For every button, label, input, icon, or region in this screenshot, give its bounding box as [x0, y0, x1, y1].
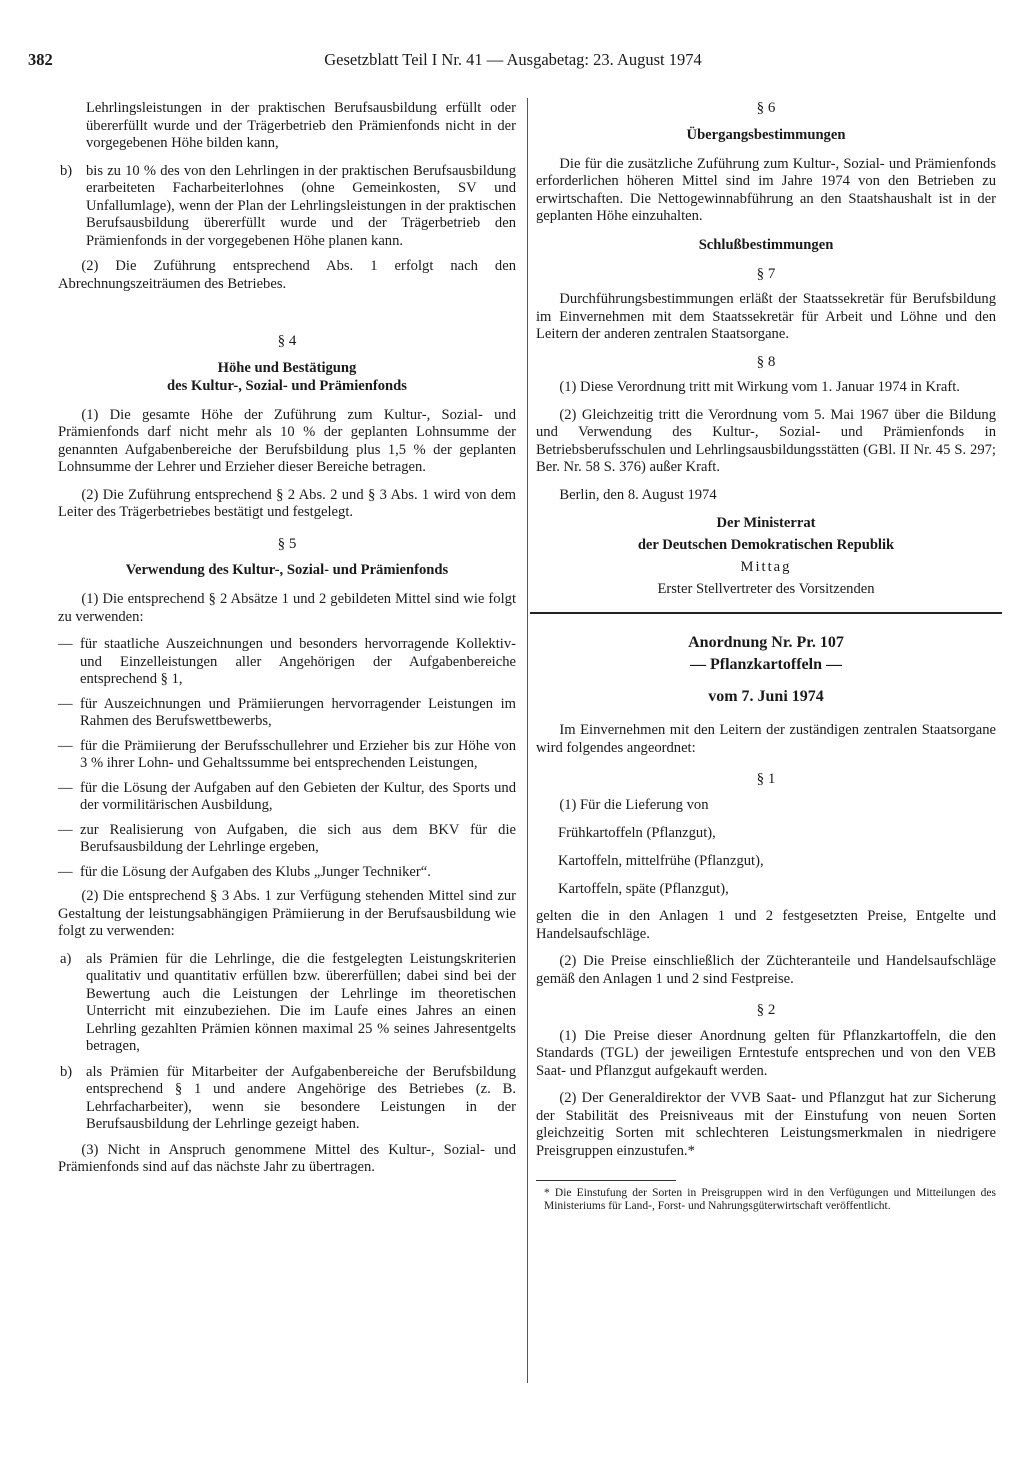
section-8-paragraph-1: (1) Diese Verordnung tritt mit Wirkung vom 1. Januar 1974 in Kraft.: [559, 379, 960, 395]
ordinance-intro: Im Einvernehmen mit den Leitern der zuständigen zentralen Staatsorgane wird folgendes angeordnet:: [536, 722, 996, 756]
list-item-a: [58, 951, 516, 1056]
ordinance-section-1-paragraph-1: (1) Für die Lieferung von: [559, 796, 709, 813]
dash-item-text: zur Realisierung von Aufgaben, die sich aus dem BKV für die Berufsausbildung der Lehrlinge ergeben,: [80, 821, 516, 855]
signature-body-line-2: der Deutschen Demokratischen Republik: [637, 537, 895, 553]
ordinance-title: Anordnung Nr. Pr. 107: [688, 634, 844, 651]
section-5-paragraph-1: (1) Die entsprechend § 2 Absätze 1 und 2 gebildeten Mittel sind wie folgt zu verwenden:: [58, 591, 516, 625]
dash-item-text: für die Lösung der Aufgaben des Klubs „Junger Techniker“.: [80, 863, 431, 880]
section-4-title-line-1: Höhe und Bestätigung: [217, 359, 357, 376]
page-header: [28, 50, 998, 72]
footnote-rule: [536, 1180, 676, 1181]
list-item-text: als Prämien für Mitarbeiter der Aufgabenbereiche der Berufsbildung entsprechend § 1 und andere Angehörige des Betriebes (z. B. Lehrfacharbeiter), wenn sie besondere Leistungen in der Berufsausbildung der Lehrlinge gezeigt haben.: [86, 1063, 516, 1132]
dash-item: [58, 696, 516, 731]
signature-role: Erster Stellvertreter des Vorsitzenden: [657, 581, 875, 597]
section-separator: [530, 612, 1002, 614]
section-4-paragraph-1: (1) Die gesamte Höhe der Zuführung zum Kultur-, Sozial- und Prämienfonds darf nicht mehr als 10 % der geplanten Lohnsumme der genannten Aufgabenbereiche der Berufsbildung plus 1,5 % der geplanten Lohnsumme der Lehrer und Erzieher dieser Bereiche betragen.: [58, 406, 516, 475]
ordinance-subtitle: — Pflanzkartoffeln —: [690, 656, 842, 673]
ordinance-date: vom 7. Juni 1974: [708, 688, 824, 705]
running-head: Gesetzblatt Teil I Nr. 41 — Ausgabetag: 23. August 1974: [324, 50, 702, 69]
dash-item-text: für die Lösung der Aufgaben auf den Gebieten der Kultur, des Sports und der vormilitärischen Ausbildung,: [80, 779, 516, 813]
section-5-paragraph-2: (2) Die entsprechend § 3 Abs. 1 zur Verfügung stehenden Mittel sind zur Gestaltung der leistungsabhängigen Prämiierung in der Berufsausbildung wie folgt zu verwenden:: [58, 888, 516, 939]
section-4-title: [58, 359, 516, 395]
footnote: * Die Einstufung der Sorten in Preisgruppen wird in den Verfügungen und Mitteilungen des Ministeriums für Land-, Forst- und Nahrungsgüterwirtschaft veröffentlicht.: [544, 1187, 996, 1212]
section-7-paragraph: Durchführungsbestimmungen erläßt der Staatssekretär für Berufsbildung im Einvernehmen mit dem Staatssekretär für Arbeit und Löhne und den Leitern der anderen zentralen Staatsorgane.: [536, 291, 996, 342]
left-column: [58, 100, 516, 1187]
item-a-continuation: Lehrlingsleistungen in der praktischen Berufsausbildung erfüllt oder übererfüllt wurde und der Trägerbetrieb den Prämienfonds nicht in der vorgegebenen Höhe bilden kann,: [86, 100, 516, 151]
paragraph-2: (2) Die Zuführung entsprechend Abs. 1 erfolgt nach den Abrechnungszeiträumen des Betriebes.: [58, 258, 516, 292]
potato-item: Kartoffeln, späte (Pflanzgut),: [558, 881, 729, 897]
dash-item-text: für die Prämiierung der Berufsschullehrer und Erzieher bis zur Höhe von 3 % ihrer Lohn- und Gehaltssumme bei entsprechenden Leistungen,: [80, 737, 516, 771]
section-8-paragraph-2: (2) Gleichzeitig tritt die Verordnung vom 5. Mai 1967 über die Bildung und Verwendung des Kultur-, Sozial- und Prämienfonds in Betriebsberufsschulen und Lehrlingsausbildungsstätten (GBl. II Nr. 45 S. 297; Ber. Nr. 58 S. 376) außer Kraft.: [536, 406, 996, 475]
dash-marker: —: [58, 737, 73, 754]
list-marker: b): [60, 162, 73, 179]
final-provisions-title: Schlußbestimmungen: [698, 236, 834, 253]
dash-item: [58, 780, 516, 815]
signature-name: Mittag: [740, 559, 792, 575]
section-5-heading: § 5: [277, 535, 297, 552]
list-marker: a): [60, 950, 72, 967]
place-and-date: Berlin, den 8. August 1974: [559, 486, 717, 503]
right-column: [536, 100, 996, 1213]
section-6-title: Übergangsbestimmungen: [686, 126, 846, 143]
section-7-heading: § 7: [756, 265, 776, 282]
list-item-b: [58, 1064, 516, 1134]
potato-item: Kartoffeln, mittelfrühe (Pflanzgut),: [558, 853, 764, 869]
column-divider: [527, 98, 528, 1383]
list-item-text: bis zu 10 % des von den Lehrlingen in der praktischen Berufsausbildung erarbeiteten Facharbeiterlohnes (ohne Gemeinkosten, SV und Unfallumlage), wenn der Plan der Lehrlingsleistungen in der praktischen Berufsausbildung übererfüllt wurde und der Trägerbetrieb den Prämienfonds in der vorgegebenen Höhe planen kann.: [86, 162, 516, 249]
section-6-heading: § 6: [756, 100, 776, 116]
list-marker: b): [60, 1063, 73, 1080]
section-5-paragraph-3: (3) Nicht in Anspruch genommene Mittel des Kultur-, Sozial- und Prämienfonds sind auf das nächste Jahr zu übertragen.: [58, 1141, 516, 1175]
dash-item: [58, 822, 516, 857]
ordinance-section-1-heading: § 1: [756, 771, 776, 787]
section-5-title: Verwendung des Kultur-, Sozial- und Prämienfonds: [125, 562, 449, 578]
dash-marker: —: [58, 821, 73, 838]
dash-marker: —: [58, 636, 73, 652]
ordinance-section-2-heading: § 2: [756, 1002, 776, 1018]
dash-item: [58, 636, 516, 689]
ordinance-section-1-paragraph-1-continued: gelten die in den Anlagen 1 und 2 festgesetzten Preise, Entgelte und Handelsaufschläge.: [536, 908, 996, 942]
potato-item: Frühkartoffeln (Pflanzgut),: [558, 825, 716, 841]
dash-item-text: für Auszeichnungen und Prämiierungen hervorragender Leistungen im Rahmen des Berufswettbewerbs,: [80, 695, 516, 729]
dash-item-text: für staatliche Auszeichnungen und besonders hervorragende Kollektiv- und Einzelleistungen aller Angehörigen der Aufgabenbereiche entsprechend § 1,: [80, 636, 516, 687]
section-4-title-line-2: des Kultur-, Sozial- und Prämienfonds: [167, 377, 407, 394]
list-item-text: als Prämien für die Lehrlinge, die die festgelegten Leistungskriterien qualitativ und quantitativ erfüllen bzw. übererfüllen; dabei sind bei der Bewertung auch die Leistungen der Lehrlinge im theoretischen Unterricht mit einzubeziehen. Die im Laufe eines Jahres an einen Lehrling gezahlten Prämien können maximal 25 % seines Jahresentgelts betragen,: [86, 950, 516, 1054]
ordinance-section-2-paragraph-1: (1) Die Preise dieser Anordnung gelten für Pflanzkartoffeln, die den Standards (TGL) der jeweiligen Erntestufe entsprechen und von den VEB Saat- und Pflanzgut aufgekauft werden.: [536, 1027, 996, 1079]
list-item-b: [58, 163, 516, 251]
ordinance-section-2-paragraph-2: (2) Der Generaldirektor der VVB Saat- und Pflanzgut hat zur Sicherung der Stabilität des Preisniveaus mit der Einstufung von neuen Sorten gleichzeitig Sorten mit schlechteren Leistungsmerkmalen in niedrigere Preisgruppen einzustufen.*: [536, 1090, 996, 1159]
dash-marker: —: [58, 863, 73, 880]
section-8-heading: § 8: [756, 353, 776, 370]
page-number: 382: [28, 50, 53, 69]
section-4-heading: § 4: [277, 333, 297, 349]
signature-body-line-1: Der Ministerrat: [716, 515, 816, 531]
section-6-paragraph: Die für die zusätzliche Zuführung zum Kultur-, Sozial- und Prämienfonds erforderlichen höheren Mittel sind im Jahre 1974 von den Betrieben zu erwirtschaften. Die Nettogewinnabführung an den Staatshaushalt ist in der geplanten Höhe einzuhalten.: [536, 155, 996, 224]
dash-item: [58, 738, 516, 773]
ordinance-section-1-paragraph-2: (2) Die Preise einschließlich der Züchteranteile und Handelsaufschläge gemäß den Anlagen 1 und 2 sind Festpreise.: [536, 953, 996, 987]
dash-marker: —: [58, 779, 73, 796]
dash-marker: —: [58, 695, 73, 712]
dash-item: [58, 864, 516, 882]
section-4-paragraph-2: (2) Die Zuführung entsprechend § 2 Abs. 2 und § 3 Abs. 1 wird von dem Leiter des Trägerbetriebes bestätigt und festgelegt.: [58, 486, 516, 520]
